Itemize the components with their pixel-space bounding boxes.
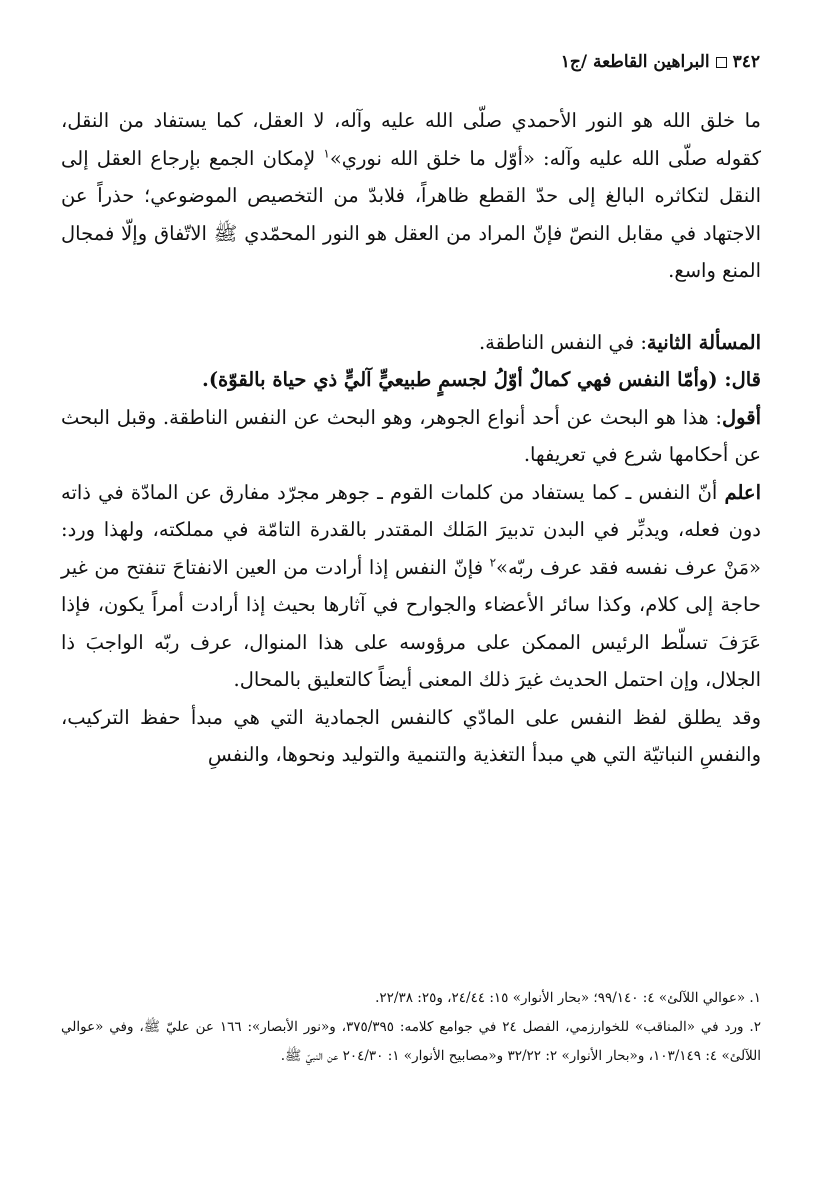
paragraph-1 xyxy=(61,102,761,290)
paragraph-1-text: ما خلق الله هو النور الأحمدي صلّى الله عليه وآله، لا العقل، كما يستفاد من النقل، كقوله صلّى الله عليه وآله: «أوّل ما خلق الله نوري» xyxy=(61,109,761,170)
ilm-label: اعلم xyxy=(724,480,761,504)
footnote-1: ١. «عوالي اللآلئ» ٤: ٩٩/١٤٠؛ «بحار الأنوار» ١٥: ٢٤/٤٤، و٢٥: ٢٢/٣٨. xyxy=(375,990,761,1006)
section-title: : في النفس الناطقة. xyxy=(478,330,647,354)
ilm-rest: فإنّ النفس إذا أرادت من العين الانفتاحَ تنفتح من غير حاجة إلى كلام، وكذا سائر الأعضاء والجوارح في آثارها بحيث إذا أرادت أمراً يكون، فإذا عَرَفَ تسلّط الرئيس الممكن على مرؤوسه على هذا المنوال، عرف ربّه الواجبَ ذا الجلال، وإن احتمل الحديث غيرَ ذلك المعنى أيضاً كالتعليق بالمحال. xyxy=(61,555,761,691)
main-text xyxy=(61,102,761,774)
aqul-text: : هذا هو البحث عن أحد أنواع الجوهر، وهو البحث عن النفس الناطقة. وقبل البحث عن أحكامها شرع في تعريفها. xyxy=(61,405,761,466)
page-number: ٣٤٢ xyxy=(732,52,760,72)
qal-label: قال xyxy=(731,368,761,391)
running-header xyxy=(561,52,760,72)
running-title: البراهين القاطعة /ج١ xyxy=(560,52,710,72)
aqul-paragraph xyxy=(61,399,761,474)
section-heading xyxy=(61,324,761,362)
footnote-ref-1[interactable]: ١ xyxy=(323,146,330,160)
square-ornament-icon xyxy=(716,57,727,68)
footnote-2: ٢. ورد في «المناقب» للخوارزمي، الفصل ٢٤ في جوامع كلامه: ٣٧٥/٣٩٥، و«نور الأبصار»: ١٦٦ عن عليّ ﷺ، وفي «عوالي اللآلئ» ٤: ١٠٣/١٤٩، و«بحار الأنوار» ٢: ٣٢/٢٢ و«مصابيح الأنوار» ١: ٢٠٤/٣٠ عن النبيّ ﷺ. xyxy=(61,1019,761,1064)
footnotes xyxy=(61,984,761,1071)
ilm-text: أنّ النفس ـ كما يستفاد من كلمات القوم ـ جوهر مجرّد مفارق عن المادّة في ذاته دون فعله، ويدبِّر في البدن تدبيرَ المَلك المقتدر بالقدرة التامّة في مملكته، ولهذا ورد: «مَنْ عرف نفسه فقد عرف ربّه» xyxy=(61,480,761,579)
ilm-paragraph xyxy=(61,474,761,699)
qal-paragraph xyxy=(61,361,761,399)
footnote-ref-2[interactable]: ٢ xyxy=(489,555,497,569)
qal-text: : (وأمّا النفس فهي كمالٌ أوّلُ لجسمٍ طبيعيٍّ آليٍّ ذي حياة بالقوّة). xyxy=(202,368,732,391)
last-paragraph: وقد يطلق لفظ النفس على المادّي كالنفس الجمادية التي هي مبدأ حفظ التركيب، والنفسِ النباتيّة التي هي مبدأ التغذية والتنمية والتوليد ونحوها، والنفسِ xyxy=(61,705,761,766)
aqul-label: أقول xyxy=(722,405,761,429)
section-label: المسألة الثانية xyxy=(646,330,761,354)
paragraph-1-rest: لإمكان الجمع بإرجاع العقل إلى النقل لتكاثره البالغ إلى حدّ القطع ظاهراً، فلابدّ من التخصيص الموضوعي؛ حذراً عن الاجتهاد في مقابل النصّ فإنّ المراد من العقل هو النور المحمّدي ﷺ الاتّفاق وإلّا فمجال المنع واسع. xyxy=(61,146,761,282)
